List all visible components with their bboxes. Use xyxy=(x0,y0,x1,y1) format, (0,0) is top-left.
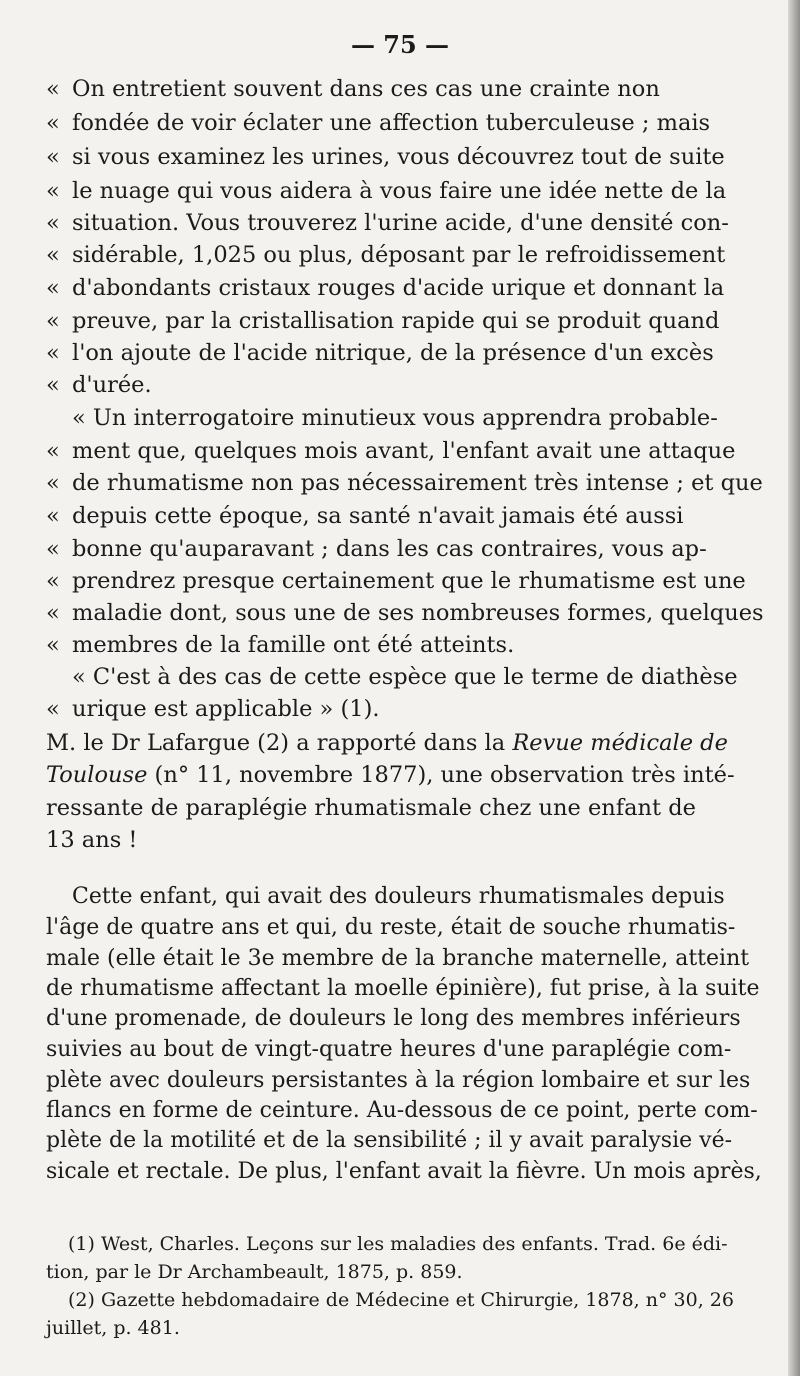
text-line: l'âge de quatre ans et qui, du reste, était de souche rhumatis- xyxy=(46,915,736,940)
text-line: plète avec douleurs persistantes à la région lombaire et sur les xyxy=(46,1068,751,1093)
text-line: flancs en forme de ceinture. Au-dessous de ce point, perte com- xyxy=(46,1098,758,1123)
footnote-1-cont: tion, par le Dr Archambeault, 1875, p. 859. xyxy=(46,1261,463,1283)
text-line: suivies au bout de vingt-quatre heures d'une paraplégie com- xyxy=(46,1037,732,1062)
page-number: — 75 — xyxy=(350,30,450,59)
text-line: 13 ans ! xyxy=(46,827,138,853)
footnote-2: (2) Gazette hebdomadaire de Médecine et Chirurgie, 1878, n° 30, 26 xyxy=(68,1289,734,1311)
footnote-1: (1) West, Charles. Leçons sur les maladies des enfants. Trad. 6e édi- xyxy=(68,1233,728,1255)
page-edge-shadow xyxy=(788,0,800,1376)
book-page: — 75 — « On entretient souvent dans ces cas une crainte non « fondée de voir éclater une affection tuberculeuse ; mais « si vous examinez les urines, vous découvrez tout de suite « le nuage qui vous aidera à vous faire une idée nette de la « situation. Vous trouverez l'urine acide, d'une densité con- « sidérable, 1,025 ou plus, déposant par le refroidissement « d'abondants cristaux rouges d'acide urique et donnant la « preuve, par la cristallisation rapide qui se produit quand « l'on ajoute de l'acide nitrique, de la présence d'un excès « d'urée. « Un interrogatoire minutieux vous apprendra probable- « ment que, quelques mois avant, l'enfant avait une attaque « de rhumatisme non pas nécessairement très intense ; et que « depuis cette époque, sa santé n'avait jamais été aussi « bonne qu'auparavant ; dans les cas contraires, vous ap- « prendrez presque certainement que le rhumatisme est une « maladie dont, sous une de ses nombreuses formes, quelques « membres de la famille ont été atteints. « C'est à des cas de cette espèce que le terme de diathèse « urique est applicable » (1). M. le Dr Lafargue (2) a rapporté dans la Revue médicale de Toulouse (n° 11, novembre 1877), une observation très inté- ressante de paraplégie rhumatismale chez une enfant de 13 ans ! Cette enfant, qui avait des douleurs rhumatismales depuis l'âge de quatre ans et qui, du reste, était de souche rhumatis- male (elle était le 3e membre de la branche maternelle, atteint de rhumatisme affectant la moelle épinière), fut prise, à la suite d'une promenade, de douleurs le long des membres inférieurs suivies au bout de vingt-quatre heures d'une paraplégie com- plète avec douleurs persistantes à la région lombaire et sur les flancs en forme de ceinture. Au-dessous de ce point, perte com- plète de la motilité et de la sensibilité ; il y avait paralysie vé- sicale et rectale. De plus, l'enfant avait la fièvre. Un mois après, (1) West, Charles. Leçons sur les maladies des enfants. Trad. 6e édi- tion, par le Dr Archambeault, 1875, p. 859. (2) Gazette hebdomadaire de Médecine et Chirurgie, 1878, n° 30, 26 juillet, p. 481. xyxy=(0,0,800,1376)
text-line: de rhumatisme affectant la moelle épinière), fut prise, à la suite xyxy=(46,976,760,1001)
footnote-2-cont: juillet, p. 481. xyxy=(46,1317,180,1339)
text-line: Cette enfant, qui avait des douleurs rhumatismales depuis xyxy=(72,884,725,909)
text-line: ressante de paraplégie rhumatismale chez une enfant de xyxy=(46,795,696,821)
text-line: Toulouse (n° 11, novembre 1877), une observation très inté- xyxy=(46,762,735,788)
text-line: male (elle était le 3e membre de la branche maternelle, atteint xyxy=(46,946,750,971)
text-line: plète de la motilité et de la sensibilité ; il y avait paralysie vé- xyxy=(46,1128,733,1153)
text-line: d'une promenade, de douleurs le long des membres inférieurs xyxy=(46,1006,741,1031)
text-line: sicale et rectale. De plus, l'enfant avait la fièvre. Un mois après, xyxy=(46,1159,762,1184)
text-line: M. le Dr Lafargue (2) a rapporté dans la Revue médicale de xyxy=(46,730,728,756)
